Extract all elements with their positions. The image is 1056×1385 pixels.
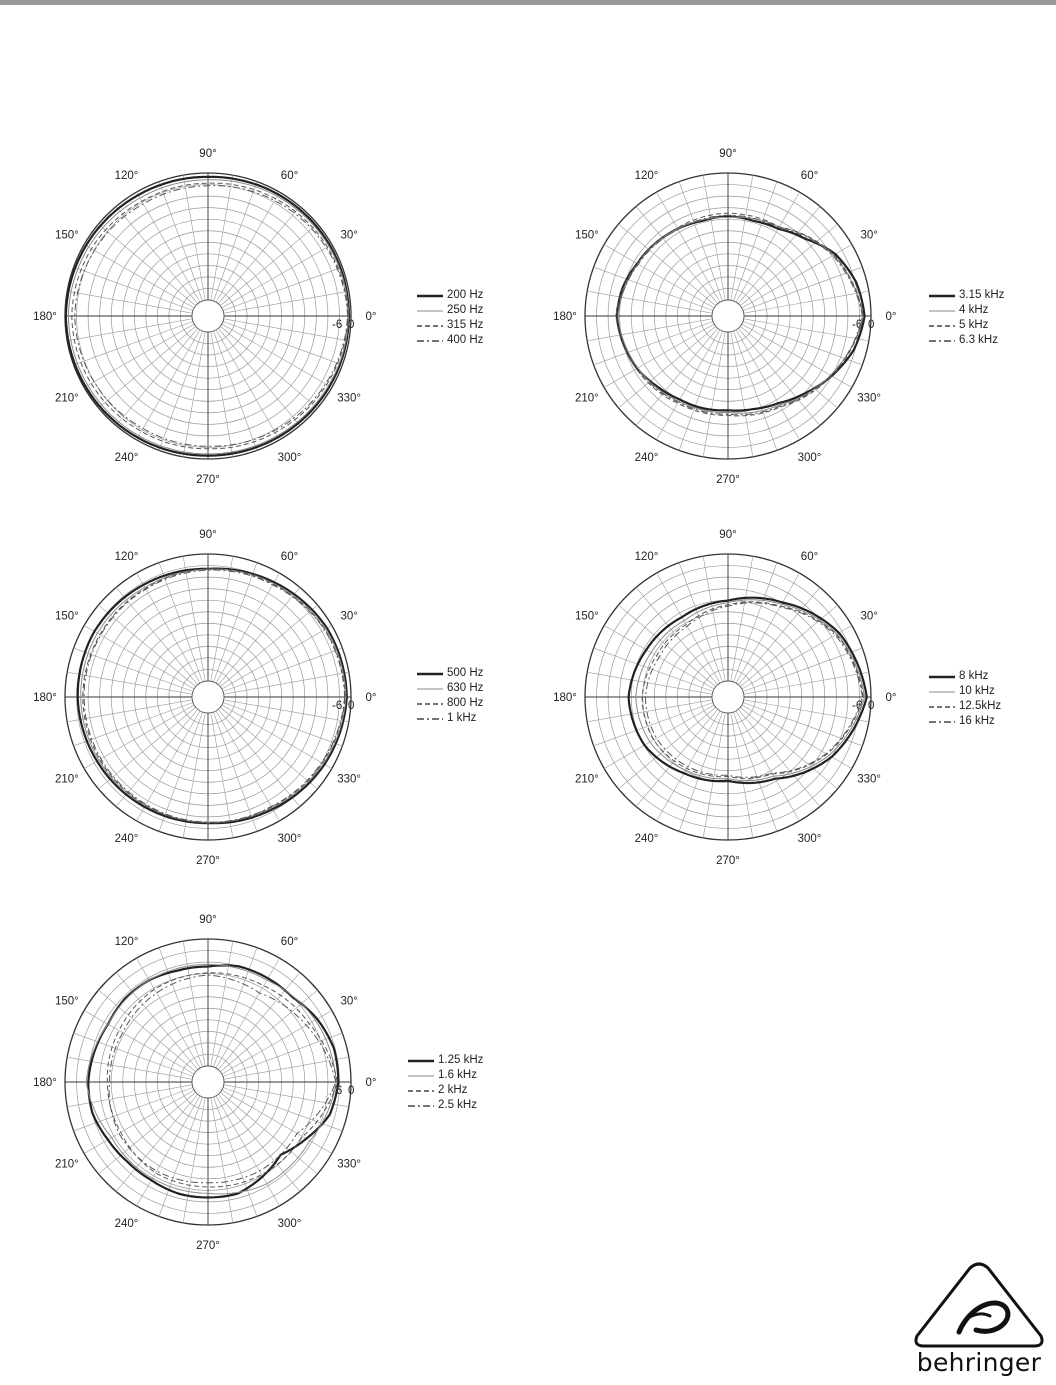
angle-label: 210° (574, 773, 599, 786)
grid-spoke (731, 332, 753, 457)
angle-label: 60° (280, 169, 299, 182)
grid-spoke (222, 705, 332, 769)
angle-label: 120° (114, 935, 139, 948)
legend-3-6khz (929, 288, 1004, 348)
grid-spoke (183, 713, 205, 838)
legend-swatch (929, 673, 955, 681)
angle-label: 0° (365, 1077, 377, 1089)
grid-spoke (222, 324, 332, 388)
angle-label: 90° (199, 914, 217, 926)
grid-spoke (224, 700, 349, 722)
angle-label: 270° (716, 474, 740, 486)
angle-label: 0° (365, 311, 377, 323)
grid-spoke (742, 705, 852, 769)
angle-label: 240° (114, 833, 139, 846)
angle-label: 150° (54, 995, 79, 1008)
legend-swatch (408, 1087, 434, 1095)
series-curve-0 (629, 598, 867, 783)
grid-spoke (183, 332, 205, 457)
legend-item (417, 318, 483, 333)
grid-spoke (220, 605, 317, 687)
legend-item (408, 1098, 483, 1113)
legend-500hz-1khz (417, 666, 483, 726)
angle-label: 330° (857, 392, 882, 405)
grid-spoke (67, 291, 192, 313)
grid-spoke (84, 324, 194, 388)
grid-spoke (742, 324, 852, 388)
legend-label: 10 kHz (959, 685, 995, 697)
grid-spoke (116, 972, 198, 1069)
angle-label: 270° (716, 855, 740, 867)
grid-spoke (744, 319, 869, 341)
angle-label: 270° (196, 855, 220, 867)
legend-label: 500 Hz (447, 667, 484, 679)
legend-swatch (408, 1072, 434, 1080)
legend-swatch (417, 292, 443, 300)
polar-plot-8-16khz (520, 507, 936, 887)
angle-label: 30° (340, 610, 358, 623)
angle-label: 240° (114, 1218, 139, 1231)
radial-label: -6 (332, 1085, 343, 1097)
legend-swatch (929, 688, 955, 696)
legend-item (417, 696, 483, 711)
grid-spoke (587, 319, 712, 341)
legend-swatch (417, 715, 443, 723)
grid-spoke (220, 707, 317, 789)
grid-spoke (211, 556, 233, 681)
angle-label: 60° (800, 550, 819, 563)
legend-label: 1.6 kHz (438, 1069, 477, 1081)
center-hole (192, 1066, 224, 1098)
grid-spoke (731, 175, 753, 300)
angle-label: 270° (196, 474, 220, 486)
grid-spoke (218, 328, 300, 425)
legend-label: 5 kHz (959, 319, 989, 331)
legend-label: 4 kHz (959, 304, 989, 316)
legend-label: 1.25 kHz (438, 1054, 484, 1066)
angle-label: 0° (885, 692, 897, 704)
legend-item (929, 714, 1001, 729)
grid-spoke (744, 672, 869, 694)
grid-spoke (98, 990, 195, 1072)
grid-spoke (738, 328, 820, 425)
angle-label: 180° (33, 692, 57, 704)
legend-swatch (417, 670, 443, 678)
radial-label: 0 (868, 319, 875, 331)
legend-swatch (929, 292, 955, 300)
grid-spoke (587, 672, 712, 694)
grid-spoke (220, 1092, 317, 1174)
angle-label: 30° (860, 610, 878, 623)
legend-label: 2.5 kHz (438, 1099, 477, 1111)
angle-label: 300° (797, 452, 822, 465)
angle-label: 90° (719, 529, 737, 541)
grid-spoke (703, 556, 725, 681)
angle-label: 150° (54, 610, 79, 623)
legend-label: 630 Hz (447, 682, 484, 694)
radial-label: 0 (348, 700, 355, 712)
grid-spoke (218, 972, 300, 1069)
grid-spoke (742, 626, 852, 690)
legend-label: 2 kHz (438, 1084, 468, 1096)
angle-label: 210° (574, 392, 599, 405)
grid-spoke (222, 626, 332, 690)
center-hole (712, 300, 744, 332)
grid-spoke (211, 941, 233, 1066)
legend-1-2khz (408, 1053, 483, 1113)
grid-spoke (224, 319, 349, 341)
grid-spoke (216, 711, 280, 821)
grid-spoke (218, 587, 300, 684)
grid-spoke (211, 713, 233, 838)
grid-spoke (183, 175, 205, 300)
legend-item (408, 1083, 483, 1098)
legend-item (408, 1068, 483, 1083)
grid-spoke (604, 245, 714, 309)
grid-spoke (84, 626, 194, 690)
angle-label: 90° (199, 148, 217, 160)
angle-label: 210° (54, 392, 79, 405)
legend-item (929, 303, 1004, 318)
legend-item (929, 318, 1004, 333)
grid-spoke (216, 573, 280, 683)
grid-spoke (744, 700, 869, 722)
angle-label: 210° (54, 1158, 79, 1171)
grid-spoke (618, 224, 715, 306)
legend-label: 800 Hz (447, 697, 484, 709)
center-hole (192, 681, 224, 713)
top-rule (0, 0, 1056, 5)
angle-label: 0° (885, 311, 897, 323)
grid-spoke (224, 1085, 349, 1107)
angle-label: 240° (114, 452, 139, 465)
grid-spoke (137, 330, 201, 440)
radial-label: -6 (852, 319, 863, 331)
legend-swatch (929, 718, 955, 726)
legend-swatch (417, 337, 443, 345)
legend-item (417, 711, 483, 726)
polar-grid (65, 554, 351, 840)
angle-label: 60° (800, 169, 819, 182)
legend-swatch (929, 322, 955, 330)
radial-label: -6 (332, 319, 343, 331)
grid-spoke (731, 556, 753, 681)
legend-label: 16 kHz (959, 715, 995, 727)
grid-spoke (220, 990, 317, 1072)
legend-swatch (929, 307, 955, 315)
grid-spoke (183, 941, 205, 1066)
polar-grid (65, 939, 351, 1225)
brand-wordmark: behringer (916, 1348, 1042, 1377)
grid-spoke (216, 1096, 280, 1206)
grid-spoke (657, 711, 721, 821)
grid-spoke (220, 224, 317, 306)
polar-plot-500hz-1khz (0, 507, 416, 887)
grid-spoke (224, 1057, 349, 1079)
grid-spoke (740, 605, 837, 687)
grid-spoke (222, 1090, 332, 1154)
angle-label: 300° (797, 833, 822, 846)
grid-spoke (703, 175, 725, 300)
legend-label: 250 Hz (447, 304, 484, 316)
legend-label: 8 kHz (959, 670, 989, 682)
angle-label: 120° (634, 169, 659, 182)
angle-label: 150° (574, 229, 599, 242)
grid-spoke (740, 224, 837, 306)
grid-spoke (211, 1098, 233, 1223)
grid-spoke (216, 958, 280, 1068)
grid-spoke (211, 332, 233, 457)
legend-item (929, 684, 1001, 699)
angle-label: 90° (199, 529, 217, 541)
legend-item (408, 1053, 483, 1068)
legend-label: 3.15 kHz (959, 289, 1005, 301)
angle-label: 180° (33, 1077, 57, 1089)
legend-label: 315 Hz (447, 319, 484, 331)
legend-item (417, 681, 483, 696)
grid-spoke (183, 556, 205, 681)
grid-spoke (216, 192, 280, 302)
angle-label: 300° (277, 1218, 302, 1231)
angle-label: 300° (277, 833, 302, 846)
grid-spoke (116, 206, 198, 303)
legend-swatch (417, 322, 443, 330)
legend-swatch (408, 1057, 434, 1065)
angle-label: 210° (54, 773, 79, 786)
angle-label: 330° (857, 773, 882, 786)
grid-spoke (84, 1011, 194, 1075)
angle-label: 180° (553, 311, 577, 323)
legend-swatch (417, 685, 443, 693)
angle-label: 60° (280, 550, 299, 563)
legend-label: 400 Hz (447, 334, 484, 346)
angle-label: 150° (574, 610, 599, 623)
angle-label: 330° (337, 1158, 362, 1171)
legend-label: 1 kHz (447, 712, 477, 724)
legend-label: 200 Hz (447, 289, 484, 301)
grid-spoke (222, 245, 332, 309)
legend-label: 6.3 kHz (959, 334, 998, 346)
grid-spoke (703, 332, 725, 457)
grid-spoke (98, 707, 195, 789)
angle-label: 60° (280, 935, 299, 948)
polar-plot-1-2khz (0, 892, 416, 1272)
angle-label: 330° (337, 392, 362, 405)
angle-label: 150° (54, 229, 79, 242)
legend-item (929, 669, 1001, 684)
legend-swatch (929, 703, 955, 711)
grid-spoke (218, 709, 300, 806)
grid-spoke (183, 1098, 205, 1223)
polar-plot-3-6khz (520, 126, 936, 506)
grid-spoke (137, 192, 201, 302)
legend-swatch (929, 337, 955, 345)
grid-spoke (84, 245, 194, 309)
grid-spoke (116, 328, 198, 425)
grid-spoke (587, 700, 712, 722)
angle-label: 30° (340, 995, 358, 1008)
grid-spoke (67, 1085, 192, 1107)
radial-label: -6 (852, 700, 863, 712)
grid-spoke (740, 326, 837, 408)
legend-8-16khz (929, 669, 1001, 729)
angle-label: 120° (114, 169, 139, 182)
legend-item (929, 699, 1001, 714)
angle-label: 30° (860, 229, 878, 242)
center-hole (712, 681, 744, 713)
radial-label: 0 (348, 319, 355, 331)
grid-spoke (224, 672, 349, 694)
radial-label: 0 (348, 1085, 355, 1097)
angle-label: 240° (634, 833, 659, 846)
grid-spoke (657, 330, 721, 440)
center-hole (192, 300, 224, 332)
angle-label: 180° (33, 311, 57, 323)
grid-spoke (744, 291, 869, 313)
grid-spoke (98, 224, 195, 306)
angle-label: 30° (340, 229, 358, 242)
legend-item (929, 288, 1004, 303)
grid-spoke (67, 319, 192, 341)
grid-spoke (116, 1094, 198, 1191)
grid-spoke (216, 330, 280, 440)
grid-spoke (98, 1092, 195, 1174)
angle-label: 300° (277, 452, 302, 465)
angle-label: 330° (337, 773, 362, 786)
legend-swatch (417, 307, 443, 315)
behringer-logo (904, 1262, 1054, 1382)
legend-swatch (417, 700, 443, 708)
behringer-logo-triangle-icon (904, 1262, 1054, 1352)
grid-spoke (211, 175, 233, 300)
grid-spoke (224, 291, 349, 313)
grid-spoke (587, 291, 712, 313)
angle-label: 270° (196, 1240, 220, 1252)
grid-spoke (736, 330, 800, 440)
legend-item (417, 666, 483, 681)
angle-label: 90° (719, 148, 737, 160)
legend-item (929, 333, 1004, 348)
grid-spoke (137, 711, 201, 821)
angle-label: 120° (634, 550, 659, 563)
grid-spoke (657, 192, 721, 302)
grid-spoke (738, 709, 820, 806)
grid-spoke (636, 709, 718, 806)
angle-label: 240° (634, 452, 659, 465)
grid-spoke (736, 573, 800, 683)
angle-label: 180° (553, 692, 577, 704)
legend-swatch (408, 1102, 434, 1110)
polar-plot-200-400hz (0, 126, 416, 506)
grid-spoke (218, 206, 300, 303)
legend-200-400hz (417, 288, 483, 348)
grid-spoke (731, 713, 753, 838)
angle-label: 120° (114, 550, 139, 563)
angle-label: 0° (365, 692, 377, 704)
grid-spoke (67, 1057, 192, 1079)
grid-spoke (736, 192, 800, 302)
legend-item (417, 333, 483, 348)
legend-item (417, 303, 483, 318)
radial-label: 0 (868, 700, 875, 712)
grid-spoke (218, 1094, 300, 1191)
grid-spoke (736, 711, 800, 821)
grid-spoke (220, 326, 317, 408)
legend-label: 12.5kHz (959, 700, 1002, 712)
grid-spoke (98, 326, 195, 408)
legend-item (417, 288, 483, 303)
radial-label: -6 (332, 700, 343, 712)
